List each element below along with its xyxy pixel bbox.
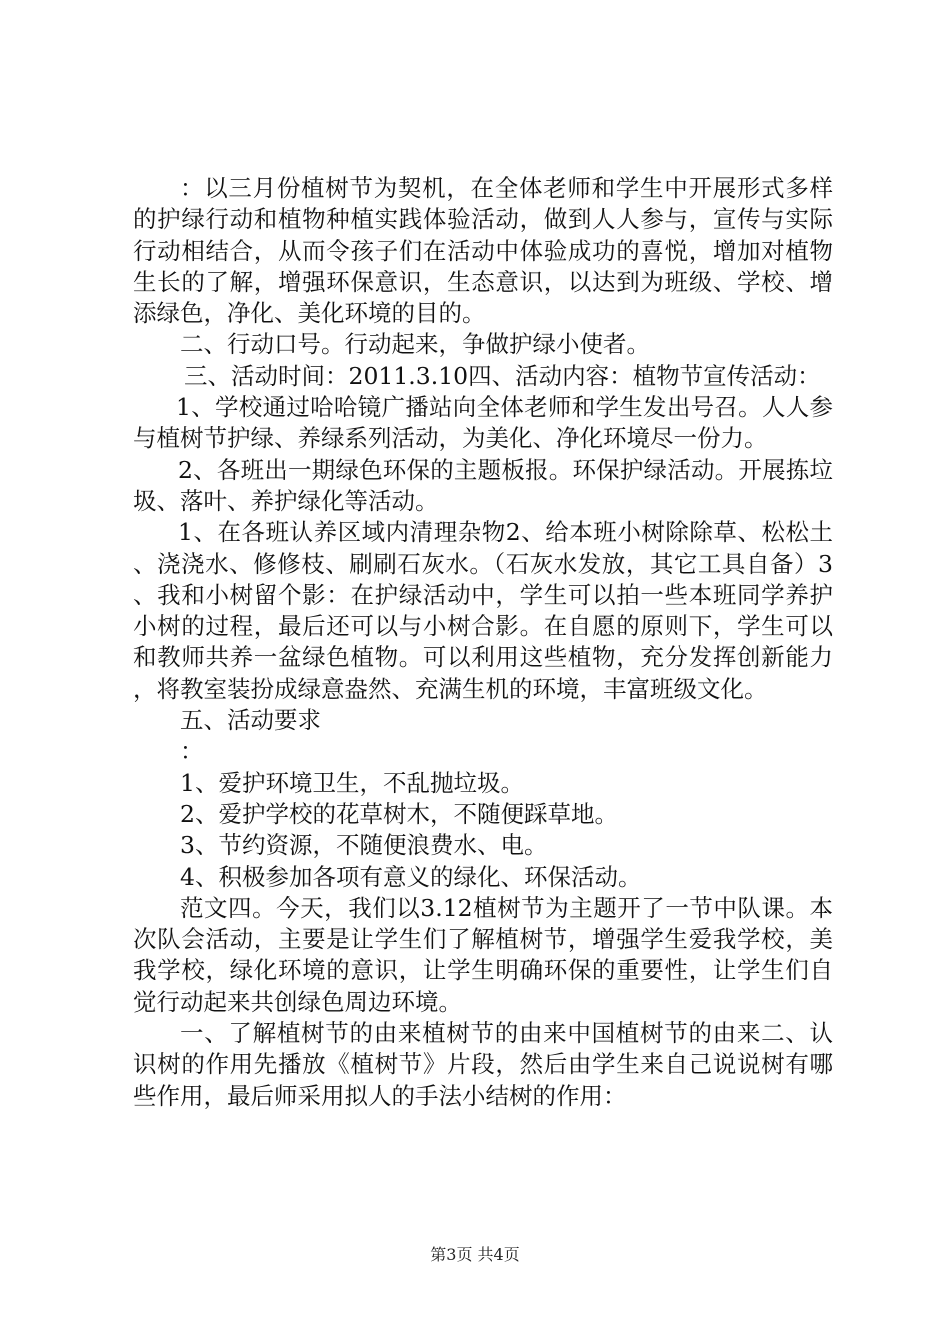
paragraph-slogan: 二、行动口号。行动起来，争做护绿小使者。 [180, 330, 650, 359]
paragraph-green-care: 1、在各班认养区域内清理杂物2、给本班小树除除草、松松土、浇浇水、修修枝、刷刷石灰水。（石灰水发放，其它工具自备）3、我和小树留个影：在护绿活动中，学生可以拍一些本班同学养护小树的过程，最后还可以与小树合影。在自愿的原则下，学生可以和教师共养一盆绿色植物。可以利用这些植物，充分发挥创新能力，将教室装扮成绿意盎然、充满生机的环境，丰富班级文化。 [133, 518, 833, 703]
list-item: 4、积极参加各项有意义的绿化、环保活动。 [180, 862, 642, 891]
page-footer: 第3页 共4页 [430, 1245, 520, 1264]
paragraph-requirements-heading: 五、活动要求 [180, 706, 321, 735]
paragraph-blackboard: 2、各班出一期绿色环保的主题板报。环保护绿活动。开展拣垃圾、落叶、养护绿化等活动。 [133, 455, 833, 515]
paragraph-arbor-day-origin: 一、了解植树节的由来植树节的由来中国植树节的由来二、认识树的作用先播放《植树节》片段，然后由学生来自己说说树有哪些作用，最后师采用拟人的手法小结树的作用： [133, 1019, 833, 1110]
paragraph-purpose: ：以三月份植树节为契机，在全体老师和学生中开展形式多样的护绿行动和植物种植实践体验活动，做到人人参与，宣传与实际行动相结合，从而令孩子们在活动中体验成功的喜悦，增加对植物生长的了解，增强环保意识，生态意识，以达到为班级、学校、增添绿色，净化、美化环境的目的。 [133, 174, 833, 328]
list-item: 2、爱护学校的花草树木，不随便踩草地。 [180, 799, 618, 828]
list-item: 1、爱护环境卫生，不乱抛垃圾。 [180, 768, 524, 797]
document-body [133, 173, 833, 1112]
paragraph-activity-time: 三、活动时间：2011.3.10四、活动内容：植物节宣传活动： [184, 361, 821, 390]
paragraph-colon: ： [180, 737, 204, 766]
list-item: 3、节约资源，不随便浪费水、电。 [180, 831, 548, 860]
paragraph-sample-four: 范文四。今天，我们以3.12植树节为主题开了一节中队课。本次队会活动，主要是让学生们了解植树节，增强学生爱我学校，美我学校，绿化环境的意识，让学生明确环保的重要性，让学生们自觉行动起来共创绿色周边环境。 [133, 893, 833, 1016]
paragraph-broadcast: 1、学校通过哈哈镜广播站向全体老师和学生发出号召。人人参与植树节护绿、养绿系列活动，为美化、净化环境尽一份力。 [133, 393, 833, 453]
